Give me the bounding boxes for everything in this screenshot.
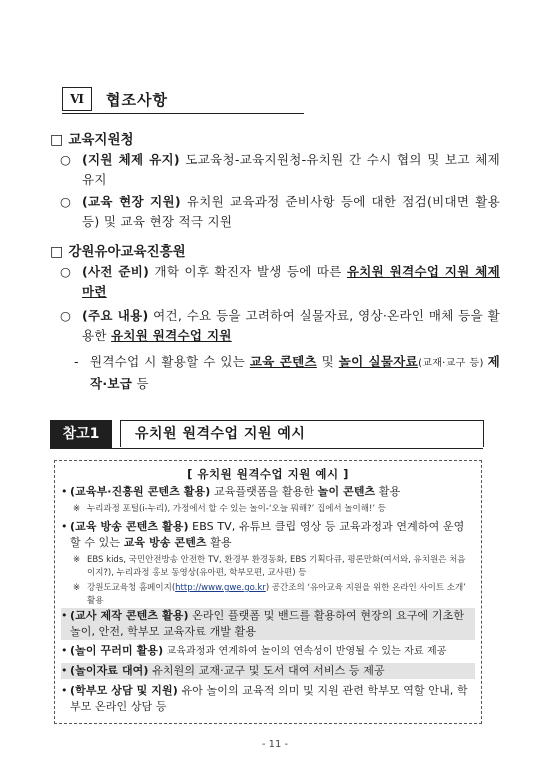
example-text: 온라인 플랫폼 및 밴드를 활용하여 현장의 요구에 기초한 놀이, 안전, 학부모 교육자료 개발 활용 [70, 609, 465, 638]
section-number: Ⅵ [62, 87, 92, 111]
example-item [61, 663, 475, 679]
list-item [60, 262, 500, 302]
note-marker: ※ [73, 504, 81, 514]
org-name: 교육지원청 [68, 132, 134, 148]
example-text: 유치원의 교재·교구 및 도서 대여 서비스 등 제공 [148, 664, 385, 677]
list-item [60, 150, 500, 190]
reference-tag: 참고1 [50, 420, 112, 448]
example-item [61, 608, 475, 640]
item-text: 여건, 수요 등을 고려하여 실물자료, 영상·온라인 매체 등을 활용한 [82, 308, 500, 343]
reference-heading [50, 420, 483, 449]
list-item [60, 306, 500, 346]
org-name: 강원유아교육진흥원 [68, 244, 186, 260]
sub-text: 및 [316, 354, 339, 369]
example-label: (놀이 꾸러미 활용) [70, 644, 164, 657]
section-title: 협조사항 [106, 91, 168, 109]
example-emphasis: 교육 방송 콘텐츠 [123, 536, 207, 549]
example-label: (교육 방송 콘텐츠 활용) [70, 520, 189, 533]
homepage-link[interactable]: http://www.gwe.go.kr [175, 583, 266, 593]
example-label: (교육부·진흥원 콘텐츠 활용) [70, 485, 211, 498]
square-marker: □ [50, 132, 64, 148]
dash-marker: - [74, 354, 79, 369]
sub-text: (교재·교구 등) [418, 358, 488, 369]
item-text: 개학 이후 확진자 발생 등에 따른 [149, 264, 347, 279]
example-text: 교육과정과 연계하여 놀이의 연속성이 반영될 수 있는 자료 제공 [163, 646, 447, 657]
item-label: (교육 현장 지원) [82, 194, 181, 209]
note-text: EBS kids, 국민안전방송 안전한 TV, 환경부 환경동화, EBS 기획다큐, 평론만화(여서와, 유치원은 처음이지?), 누리과정 홍보 동영상(유아편, 학부모편, 교사편) 등 [87, 555, 466, 578]
item-label: (지원 체제 유지) [82, 152, 180, 167]
bullet-marker: • [61, 664, 68, 677]
example-text: EBS TV, 유튜브 클립 영상 등 교육과정과 연계하여 운영할 수 있는 [70, 520, 465, 549]
example-text: 활용 [375, 485, 401, 498]
item-label: (사전 준비) [82, 264, 150, 279]
example-text: 교육플랫폼을 활용한 [210, 485, 318, 498]
note-text: 누리과정 포털(i-누리), 가정에서 할 수 있는 놀이-‘오늘 뭐해?’ 집에서 놀이해!’ 등 [87, 504, 386, 514]
note-marker: ※ [73, 583, 81, 593]
example-box [54, 460, 482, 724]
sub-text: 원격수업 시 활용할 수 있는 [90, 354, 250, 369]
example-item [61, 683, 475, 715]
note-marker: ※ [73, 555, 81, 565]
example-item [61, 484, 475, 500]
circle-marker: ○ [60, 194, 71, 209]
item-text: 유치원 교육과정 준비사항 등에 대한 점검(비대면 활용 등) 및 교육 현장 적극 지원 [82, 194, 500, 229]
org-heading-1 [50, 128, 134, 148]
sub-emphasis: 교육 콘텐츠 [249, 354, 317, 369]
example-emphasis: 놀이 콘텐츠 [317, 485, 376, 498]
item-emphasis: 유치원 원격수업 지원 체제 마련 [82, 264, 500, 299]
circle-marker: ○ [60, 264, 71, 279]
circle-marker: ○ [60, 152, 71, 167]
square-marker: □ [50, 244, 64, 260]
sub-emphasis: 놀이 실물자료 [338, 354, 419, 369]
note-text: 강원도교육청 홈페이지( [87, 583, 176, 593]
example-label: (학부모 상담 및 지원) [70, 684, 178, 697]
page-number: - 11 - [261, 739, 289, 750]
example-label: (교사 제작 콘텐츠 활용) [70, 609, 189, 622]
circle-marker: ○ [60, 308, 71, 323]
bullet-marker: • [61, 644, 68, 657]
sub-item [74, 352, 500, 394]
bullet-marker: • [61, 609, 68, 622]
sub-emphasis: 제작·보급 [90, 354, 501, 391]
example-note [73, 554, 473, 580]
item-emphasis: 유치원 원격수업 지원 [111, 328, 232, 343]
example-box-title: [ 유치원 원격수업 지원 예시 ] [187, 467, 349, 481]
list-item [60, 192, 500, 232]
reference-title: 유치원 원격수업 지원 예시 [135, 426, 306, 442]
item-label: (주요 내용) [82, 308, 149, 323]
example-label: (놀이자료 대여) [70, 664, 149, 677]
example-text: 활용 [206, 536, 232, 549]
item-text: 도교육청-교육지원청-유치원 간 수시 협의 및 보고 체제 유지 [82, 152, 500, 187]
example-note [73, 503, 473, 516]
reference-title-box [120, 420, 484, 447]
bullet-marker: • [61, 520, 68, 533]
example-note [73, 582, 473, 608]
section-heading [62, 87, 304, 114]
note-text: ) 공간조의 ‘유아교육 지원을 위한 온라인 사이트 소개’ 활용 [87, 583, 466, 606]
org-heading-2 [50, 240, 186, 260]
sub-text: 등 [132, 376, 149, 391]
example-item [61, 519, 475, 551]
example-item [61, 643, 475, 660]
bullet-marker: • [61, 684, 68, 697]
bullet-marker: • [61, 485, 68, 498]
example-text: 유아 놀이의 교육적 의미 및 지원 관련 학부모 역할 안내, 학부모 온라인 상담 등 [70, 684, 468, 713]
